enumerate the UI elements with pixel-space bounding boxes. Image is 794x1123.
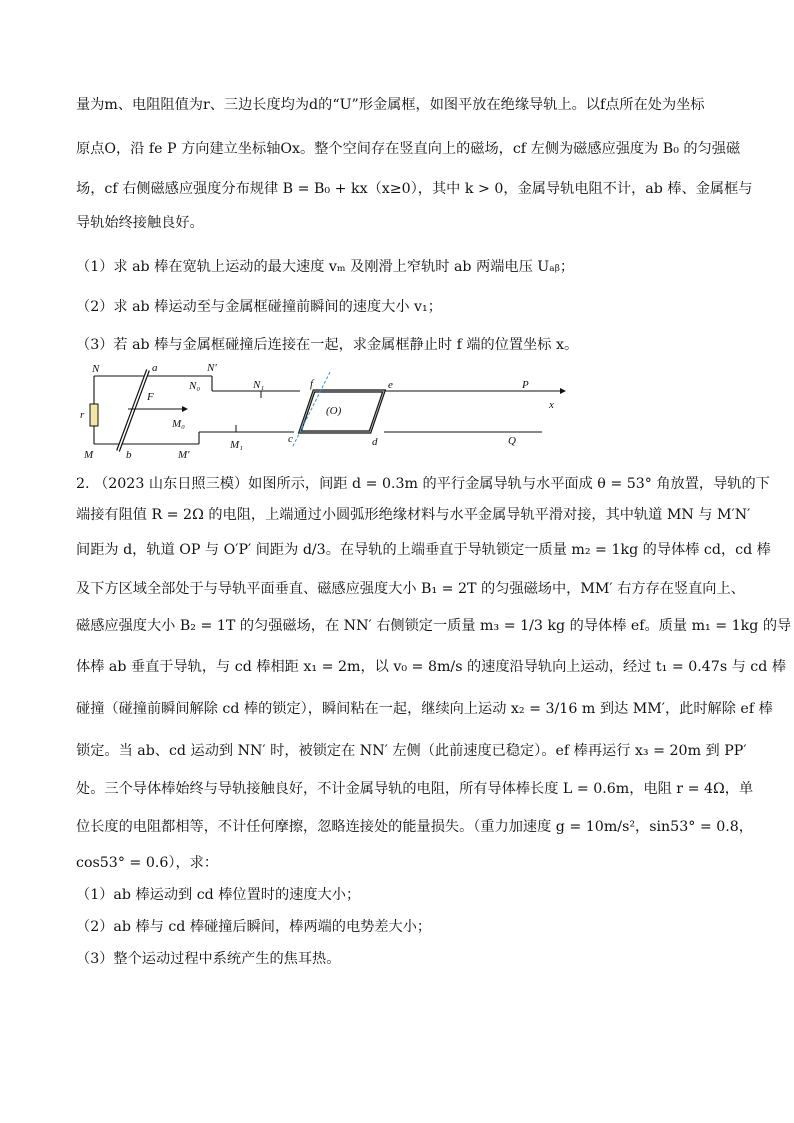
label-r: r: [80, 409, 85, 421]
problem1-question-1: （1）求 ab 棒在宽轨上运动的最大速度 vₘ 及刚滑上窄轨时 ab 两端电压 Uₐᵦ；: [76, 259, 575, 275]
problem1-line-4: 导轨始终接触良好。: [76, 215, 204, 231]
label-a: a: [152, 362, 158, 374]
label-e: e: [388, 379, 393, 391]
label-M1: M₁: [230, 439, 243, 451]
problem1-line-1: 量为m、电阻阻值为r、三边长度均为d的“U”形金属框，如图平放在绝缘导轨上。以f点所在处为坐标: [76, 97, 705, 113]
rail-circuit-diagram: [72, 358, 572, 460]
problem1-question-3: （3）若 ab 棒与金属框碰撞后连接在一起，求金属框静止时 f 端的位置坐标 x。: [76, 337, 579, 353]
problem2-line-8: 锁定。当 ab、cd 运动到 NN′ 时，被锁定在 NN′ 左侧（此前速度已稳定）。ef 棒再运行 x₃ = 20m 到 PP′: [76, 743, 747, 759]
label-M-prime: M′: [178, 449, 190, 460]
problem1-line-3: 场，cf 右侧磁感应强度分布规律 B = B₀ + kx（x≥0），其中 k > 0，金属导轨电阻不计，ab 棒、金属框与: [76, 181, 753, 197]
problem2-line-1: 2. （2023 山东日照三模）如图所示，间距 d = 0.3m 的平行金属导轨与水平面成 θ = 53° 角放置，导轨的下: [76, 476, 770, 492]
problem2-line-6: 体棒 ab 垂直于导轨，与 cd 棒相距 x₁ = 2m，以 v₀ = 8m/s 的速度沿导轨向上运动，经过 t₁ = 0.47s 与 cd 棒: [76, 659, 787, 675]
label-origin-O: (O): [326, 405, 342, 417]
label-x-axis: x: [549, 399, 554, 411]
label-M: M: [84, 449, 94, 460]
problem2-question-3: （3）整个运动过程中系统产生的焦耳热。: [76, 951, 341, 967]
problem2-question-1: （1）ab 棒运动到 cd 棒位置时的速度大小；: [76, 887, 361, 903]
problem2-line-5: 磁感应强度大小 B₂ = 1T 的匀强磁场，在 NN′ 右侧锁定一质量 m₃ = 1/3 kg 的导体棒 ef。质量 m₁ = 1kg 的导: [76, 618, 792, 634]
label-N: N: [92, 363, 100, 375]
problem2-line-2: 端接有阻值 R = 2Ω 的电阻，上端通过小圆弧形绝缘材料与水平金属导轨平滑对接，其中轨道 MN 与 M′N′: [76, 507, 751, 523]
label-P: P: [522, 379, 529, 391]
problem2-line-10: 位长度的电阻都相等，不计任何摩擦，忽略连接处的能量损失。（重力加速度 g = 10m/s²，sin53° = 0.8，: [76, 819, 753, 835]
problem2-line-3: 间距为 d，轨道 OP 与 O′P′ 间距为 d/3。在导轨的上端垂直于导轨锁定一质量 m₂ = 1kg 的导体棒 cd，cd 棒: [76, 542, 771, 558]
label-Q: Q: [508, 435, 516, 447]
label-F: F: [147, 391, 154, 403]
label-N-prime: N′: [207, 362, 217, 374]
label-d: d: [372, 436, 378, 448]
label-c: c: [288, 433, 293, 445]
problem1-line-2: 原点O，沿 fe P 方向建立坐标轴Ox。整个空间存在竖直向上的磁场，cf 左侧为磁感应强度为 B₀ 的匀强磁: [76, 141, 741, 157]
label-M0: M₀: [172, 418, 185, 430]
problem2-line-4: 及下方区域全部处于与导轨平面垂直、磁感应强度大小 B₁ = 2T 的匀强磁场中，MM′ 右方存在竖直向上、: [76, 581, 745, 597]
problem2-line-7: 碰撞（碰撞前瞬间解除 cd 棒的锁定），瞬间粘在一起，继续向上运动 x₂ = 3/16 m 到达 MM′，此时解除 ef 棒: [76, 701, 773, 717]
problem2-line-11: cos53° = 0.6），求：: [76, 855, 219, 871]
resistor-r: [90, 404, 98, 426]
problem1-question-2: （2）求 ab 棒运动至与金属框碰撞前瞬间的速度大小 v₁；: [76, 299, 442, 315]
label-N0: N₀: [189, 380, 201, 392]
label-N1: N₁: [253, 379, 265, 391]
label-b: b: [126, 449, 132, 460]
label-f: f: [310, 378, 314, 390]
problem2-line-9: 处。三个导体棒始终与导轨接触良好，不计金属导轨的电阻，所有导体棒长度 L = 0.6m，电阻 r = 4Ω，单: [76, 781, 754, 797]
problem2-question-2: （2）ab 棒与 cd 棒碰撞后瞬间，棒两端的电势差大小；: [76, 919, 432, 935]
